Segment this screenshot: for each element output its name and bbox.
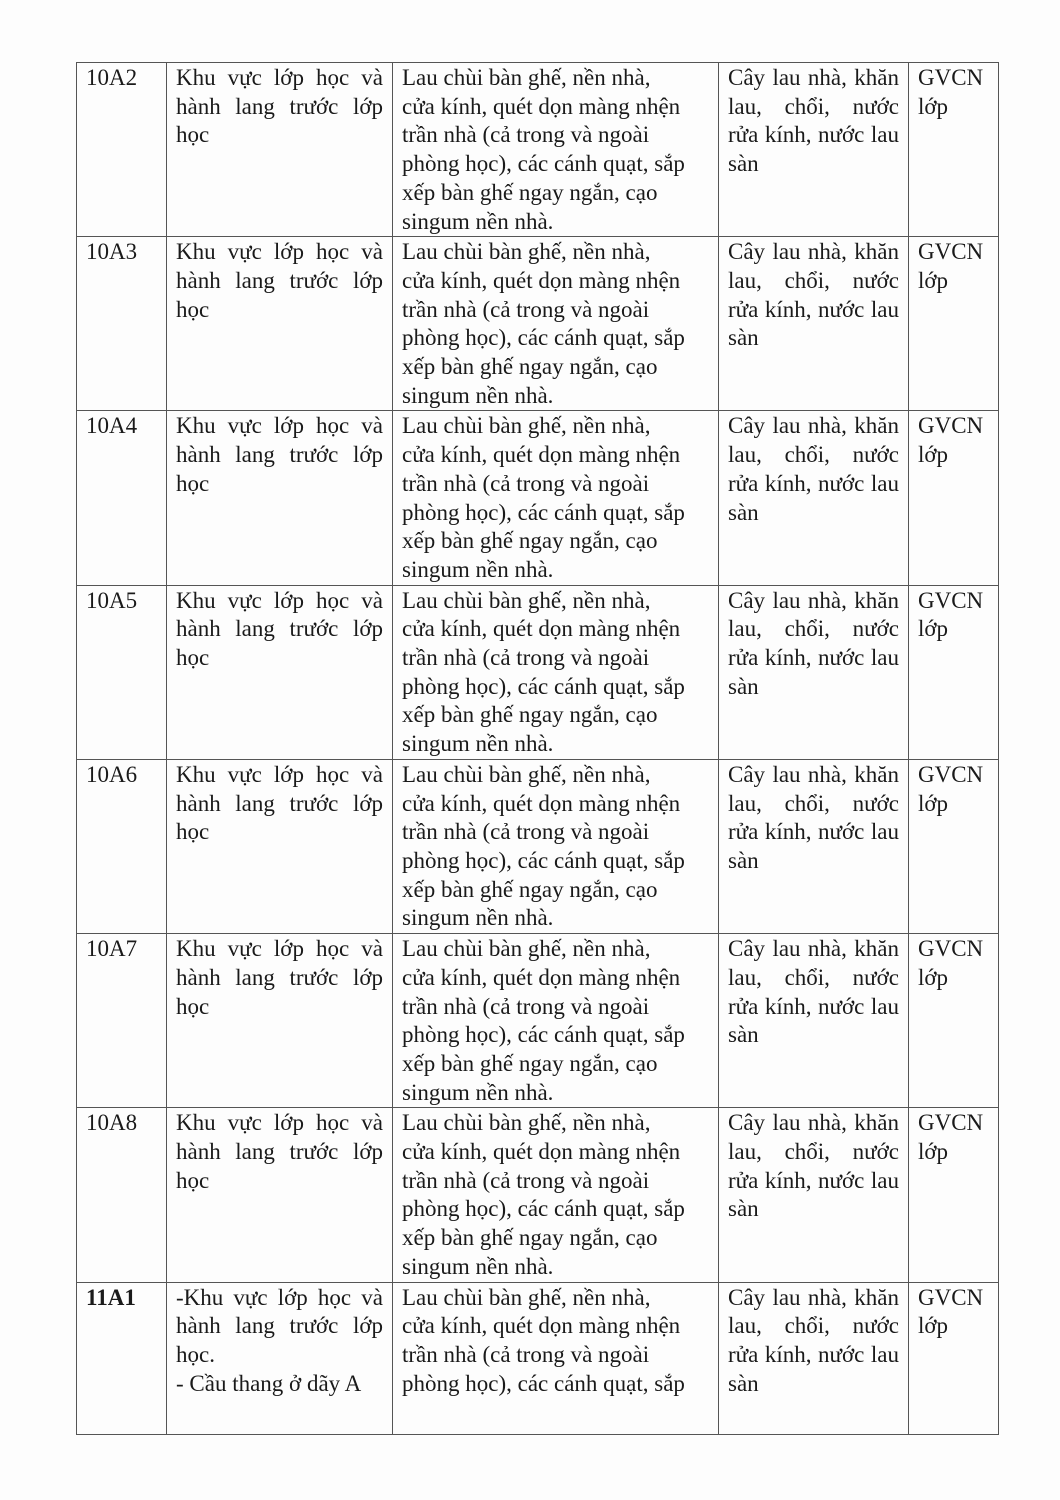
tools-cell: Cây lau nhà, khăn lau, chổi, nước rửa kính, nước lau sàn — [719, 1108, 909, 1282]
area-cell: Khu vực lớp học và hành lang trước lớp học — [167, 1108, 393, 1282]
task-line: phòng học), các cánh quạt, sắp — [402, 151, 685, 177]
task-cell — [393, 237, 719, 411]
table-row — [77, 63, 999, 237]
area-cell: Khu vực lớp học và hành lang trước lớp học — [167, 237, 393, 411]
task-line: Lau chùi bàn ghế, nền nhà, — [402, 936, 651, 962]
task-line: phòng học), các cánh quạt, sắp — [402, 1022, 685, 1048]
task-line: singum nền nhà. — [402, 1079, 554, 1105]
task-line: singum nền nhà. — [402, 208, 554, 234]
task-cell — [393, 1282, 719, 1434]
task-line: Lau chùi bàn ghế, nền nhà, — [402, 1110, 651, 1136]
task-cell — [393, 585, 719, 759]
area-cell — [167, 1282, 393, 1434]
task-cell — [393, 63, 719, 237]
task-line: phòng học), các cánh quạt, sắp — [402, 499, 685, 525]
responsible-cell: GVCN lớp — [909, 411, 999, 585]
task-line: singum nền nhà. — [402, 905, 554, 931]
task-line: cửa kính, quét dọn màng nhện — [402, 964, 681, 990]
task-cell — [393, 1108, 719, 1282]
area-cell: Khu vực lớp học và hành lang trước lớp học — [167, 585, 393, 759]
task-line: phòng học), các cánh quạt, sắp — [402, 325, 685, 351]
cleaning-duty-table — [76, 62, 999, 1435]
tools-cell: Cây lau nhà, khăn lau, chổi, nước rửa kính, nước lau sàn — [719, 63, 909, 237]
tools-cell: Cây lau nhà, khăn lau, chổi, nước rửa kính, nước lau sàn — [719, 585, 909, 759]
task-line: trần nhà (cả trong và ngoài — [402, 296, 650, 322]
task-cell — [393, 411, 719, 585]
responsible-cell: GVCN lớp — [909, 934, 999, 1108]
class-cell: 10A5 — [77, 585, 167, 759]
task-line: cửa kính, quét dọn màng nhện — [402, 616, 681, 642]
area-line: - Cầu thang ở dãy A — [176, 1370, 362, 1396]
task-line: cửa kính, quét dọn màng nhện — [402, 442, 681, 468]
task-line: Lau chùi bàn ghế, nền nhà, — [402, 1284, 651, 1310]
class-cell: 10A6 — [77, 759, 167, 933]
task-line: xếp bàn ghế ngay ngắn, cạo — [402, 876, 658, 902]
class-cell: 10A7 — [77, 934, 167, 1108]
task-line: trần nhà (cả trong và ngoài — [402, 645, 650, 671]
task-line: cửa kính, quét dọn màng nhện — [402, 1313, 681, 1339]
task-line: singum nền nhà. — [402, 382, 554, 408]
class-cell: 10A4 — [77, 411, 167, 585]
task-line: Lau chùi bàn ghế, nền nhà, — [402, 413, 651, 439]
task-line: trần nhà (cả trong và ngoài — [402, 1167, 650, 1193]
task-line: trần nhà (cả trong và ngoài — [402, 470, 650, 496]
tools-cell: Cây lau nhà, khăn lau, chổi, nước rửa kính, nước lau sàn — [719, 759, 909, 933]
table-row — [77, 237, 999, 411]
table-row — [77, 411, 999, 585]
class-cell: 10A3 — [77, 237, 167, 411]
area-cell: Khu vực lớp học và hành lang trước lớp học — [167, 759, 393, 933]
table-row — [77, 759, 999, 933]
task-line: xếp bàn ghế ngay ngắn, cạo — [402, 528, 658, 554]
task-line: trần nhà (cả trong và ngoài — [402, 1341, 650, 1367]
area-cell: Khu vực lớp học và hành lang trước lớp học — [167, 411, 393, 585]
task-line: cửa kính, quét dọn màng nhện — [402, 790, 681, 816]
responsible-cell: GVCN lớp — [909, 1108, 999, 1282]
tools-cell: Cây lau nhà, khăn lau, chổi, nước rửa kính, nước lau sàn — [719, 1282, 909, 1434]
tools-cell: Cây lau nhà, khăn lau, chổi, nước rửa kính, nước lau sàn — [719, 934, 909, 1108]
responsible-cell: GVCN lớp — [909, 237, 999, 411]
responsible-cell: GVCN lớp — [909, 63, 999, 237]
task-line: Lau chùi bàn ghế, nền nhà, — [402, 239, 651, 265]
task-line: cửa kính, quét dọn màng nhện — [402, 267, 681, 293]
area-cell: Khu vực lớp học và hành lang trước lớp học — [167, 934, 393, 1108]
task-cell — [393, 934, 719, 1108]
tools-cell: Cây lau nhà, khăn lau, chổi, nước rửa kính, nước lau sàn — [719, 237, 909, 411]
task-line: phòng học), các cánh quạt, sắp — [402, 673, 685, 699]
class-cell: 10A8 — [77, 1108, 167, 1282]
task-line: phòng học), các cánh quạt, sắp — [402, 847, 685, 873]
task-line: singum nền nhà. — [402, 556, 554, 582]
task-line: Lau chùi bàn ghế, nền nhà, — [402, 65, 651, 90]
area-line: -Khu vực lớp học và hành lang trước lớp học. — [176, 1284, 383, 1367]
class-cell: 11A1 — [77, 1282, 167, 1434]
task-line: xếp bàn ghế ngay ngắn, cạo — [402, 1050, 658, 1076]
task-line: Lau chùi bàn ghế, nền nhà, — [402, 761, 651, 787]
table-row — [77, 1108, 999, 1282]
tools-cell: Cây lau nhà, khăn lau, chổi, nước rửa kính, nước lau sàn — [719, 411, 909, 585]
task-line: phòng học), các cánh quạt, sắp — [402, 1370, 685, 1396]
task-line: cửa kính, quét dọn màng nhện — [402, 93, 681, 119]
task-line: singum nền nhà. — [402, 1253, 554, 1279]
task-line: cửa kính, quét dọn màng nhện — [402, 1139, 681, 1165]
task-line: trần nhà (cả trong và ngoài — [402, 819, 650, 845]
task-line: Lau chùi bàn ghế, nền nhà, — [402, 587, 651, 613]
task-line: singum nền nhà. — [402, 731, 554, 757]
task-line: xếp bàn ghế ngay ngắn, cạo — [402, 354, 658, 380]
class-cell: 10A2 — [77, 63, 167, 237]
task-cell — [393, 759, 719, 933]
table-row — [77, 585, 999, 759]
task-line: phòng học), các cánh quạt, sắp — [402, 1196, 685, 1222]
responsible-cell: GVCN lớp — [909, 585, 999, 759]
responsible-cell: GVCN lớp — [909, 1282, 999, 1434]
table-row — [77, 1282, 999, 1434]
task-line: xếp bàn ghế ngay ngắn, cạo — [402, 702, 658, 728]
task-line: xếp bàn ghế ngay ngắn, cạo — [402, 1225, 658, 1251]
table-row — [77, 934, 999, 1108]
task-line: trần nhà (cả trong và ngoài — [402, 993, 650, 1019]
task-line: trần nhà (cả trong và ngoài — [402, 122, 650, 148]
responsible-cell: GVCN lớp — [909, 759, 999, 933]
task-line: xếp bàn ghế ngay ngắn, cạo — [402, 179, 658, 205]
area-cell: Khu vực lớp học và hành lang trước lớp học — [167, 63, 393, 237]
